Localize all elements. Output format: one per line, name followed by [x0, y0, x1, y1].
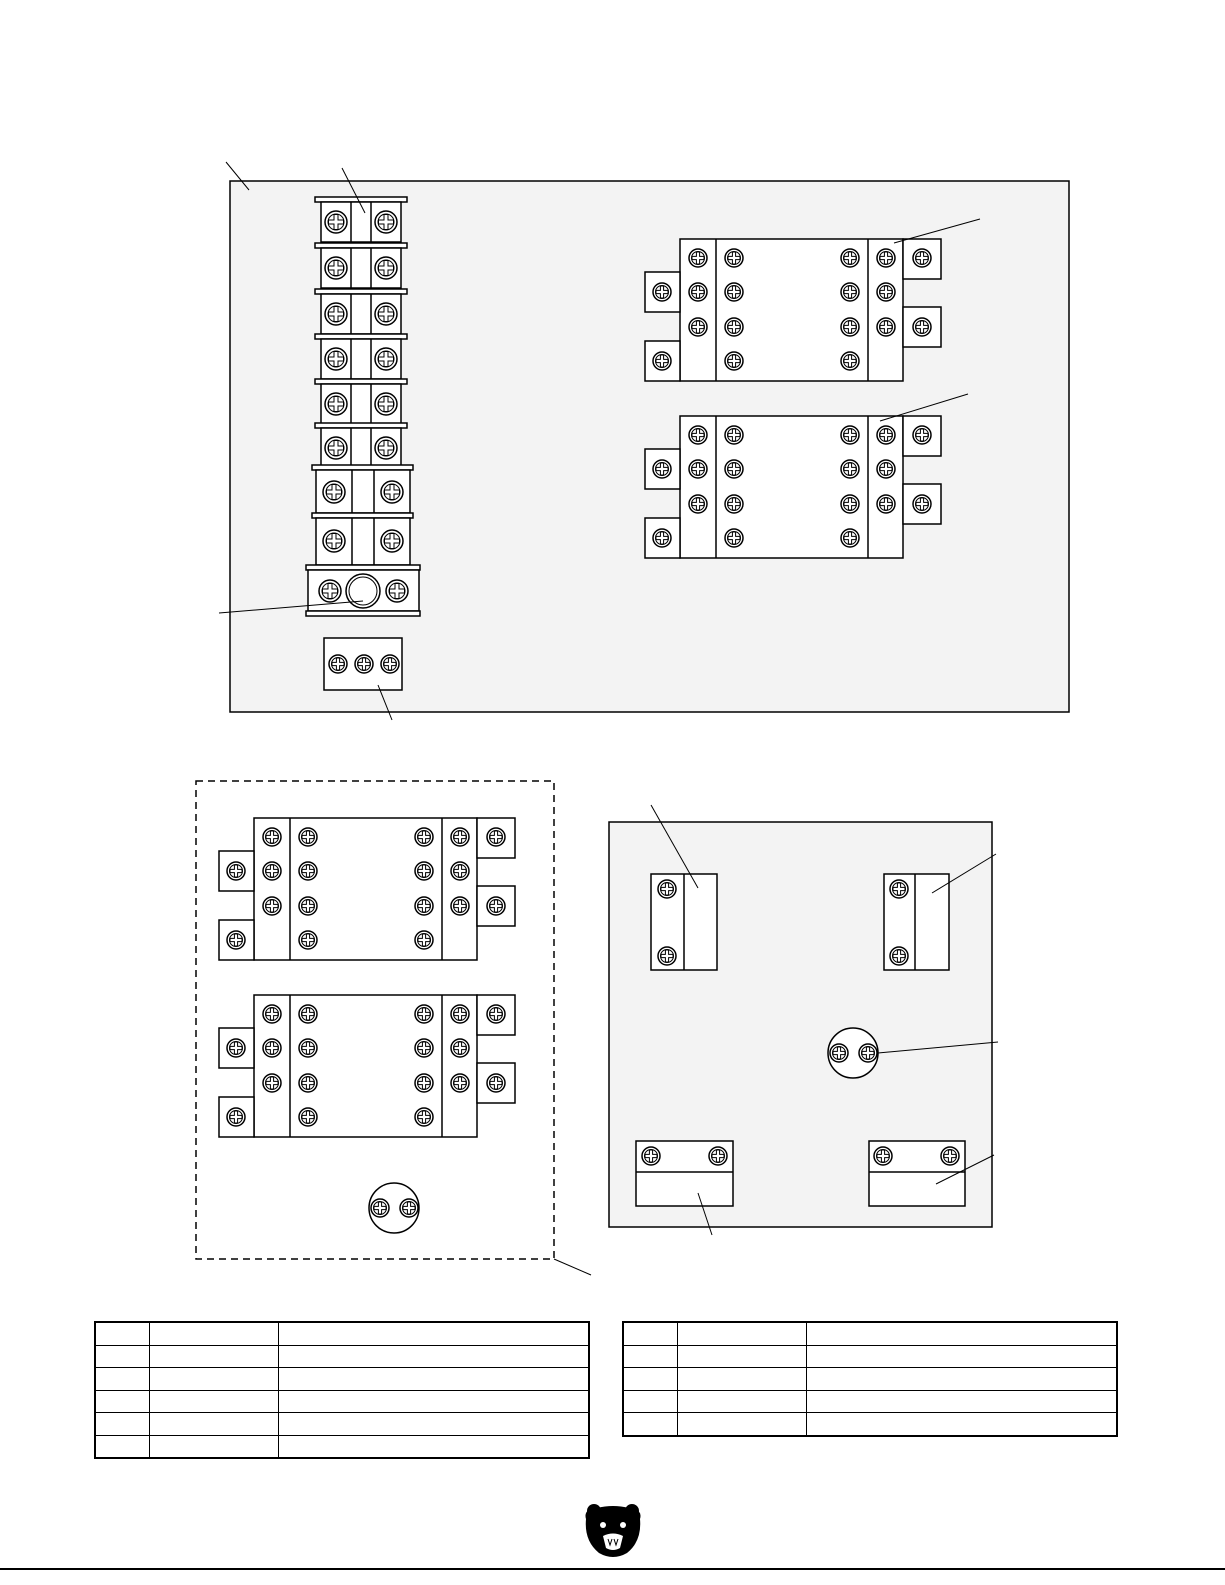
assembly-ground-post: [369, 1183, 419, 1233]
table-cell: [95, 1390, 150, 1413]
table-cell: [150, 1345, 279, 1368]
table-cell: [807, 1413, 1118, 1436]
table-cell: [678, 1413, 807, 1436]
power-terminal-block: [324, 638, 402, 690]
table-row: [95, 1322, 589, 1345]
table-cell: [279, 1435, 590, 1458]
table-cell: [807, 1390, 1118, 1413]
terminal-block-7: [312, 465, 413, 513]
table-row: [95, 1368, 589, 1391]
table-row: [95, 1345, 589, 1368]
terminal-block-3: [315, 289, 407, 334]
table-row: [95, 1435, 589, 1458]
table-cell: [623, 1322, 678, 1345]
parts-table-left-body: [95, 1322, 589, 1458]
table-cell: [150, 1390, 279, 1413]
table-cell: [95, 1345, 150, 1368]
table-cell: [95, 1322, 150, 1345]
terminal-block-5: [315, 379, 407, 424]
table-cell: [279, 1413, 590, 1436]
table-cell: [150, 1368, 279, 1391]
table-row: [623, 1322, 1117, 1345]
table-cell: [623, 1413, 678, 1436]
table-cell: [807, 1322, 1118, 1345]
table-cell: [678, 1390, 807, 1413]
contactor-assembly-1: [219, 818, 515, 960]
switch-block-lower-right: [869, 1141, 965, 1206]
terminal-block-8: [312, 513, 413, 565]
table-cell: [279, 1390, 590, 1413]
table-cell: [807, 1345, 1118, 1368]
table-cell: [678, 1322, 807, 1345]
parts-table-left: [94, 1321, 590, 1459]
table-cell: [807, 1368, 1118, 1391]
table-row: [623, 1345, 1117, 1368]
bear-logo-icon: [585, 1504, 640, 1557]
table-cell: [150, 1322, 279, 1345]
table-row: [623, 1413, 1117, 1436]
table-cell: [95, 1435, 150, 1458]
table-cell: [623, 1368, 678, 1391]
contactor-assembly-2: [219, 995, 515, 1137]
terminal-block-4: [315, 334, 407, 379]
table-cell: [95, 1413, 150, 1436]
table-cell: [623, 1390, 678, 1413]
table-cell: [150, 1435, 279, 1458]
terminal-block-2: [315, 243, 407, 288]
ground-post-icon: [346, 574, 380, 608]
switch-block-upper-left: [651, 874, 717, 970]
parts-table-right-body: [623, 1322, 1117, 1436]
switch-block-lower-left: [636, 1141, 733, 1206]
table-cell: [279, 1368, 590, 1391]
table-row: [623, 1390, 1117, 1413]
table-row: [623, 1368, 1117, 1391]
parts-table-right: [622, 1321, 1118, 1437]
terminal-block-6: [315, 423, 407, 468]
contactor-top-2: [645, 416, 941, 558]
table-row: [95, 1390, 589, 1413]
table-cell: [279, 1322, 590, 1345]
contactor-top-1: [645, 239, 941, 381]
table-cell: [678, 1368, 807, 1391]
table-cell: [95, 1368, 150, 1391]
table-cell: [150, 1413, 279, 1436]
table-cell: [678, 1345, 807, 1368]
table-cell: [279, 1345, 590, 1368]
assembly-leader-line: [554, 1259, 591, 1275]
terminal-block-1: [315, 197, 407, 242]
ground-terminal-block: [306, 565, 420, 616]
table-cell: [623, 1345, 678, 1368]
panel-ground-post: [828, 1028, 878, 1078]
table-row: [95, 1413, 589, 1436]
footer-rule: [0, 1568, 1225, 1570]
